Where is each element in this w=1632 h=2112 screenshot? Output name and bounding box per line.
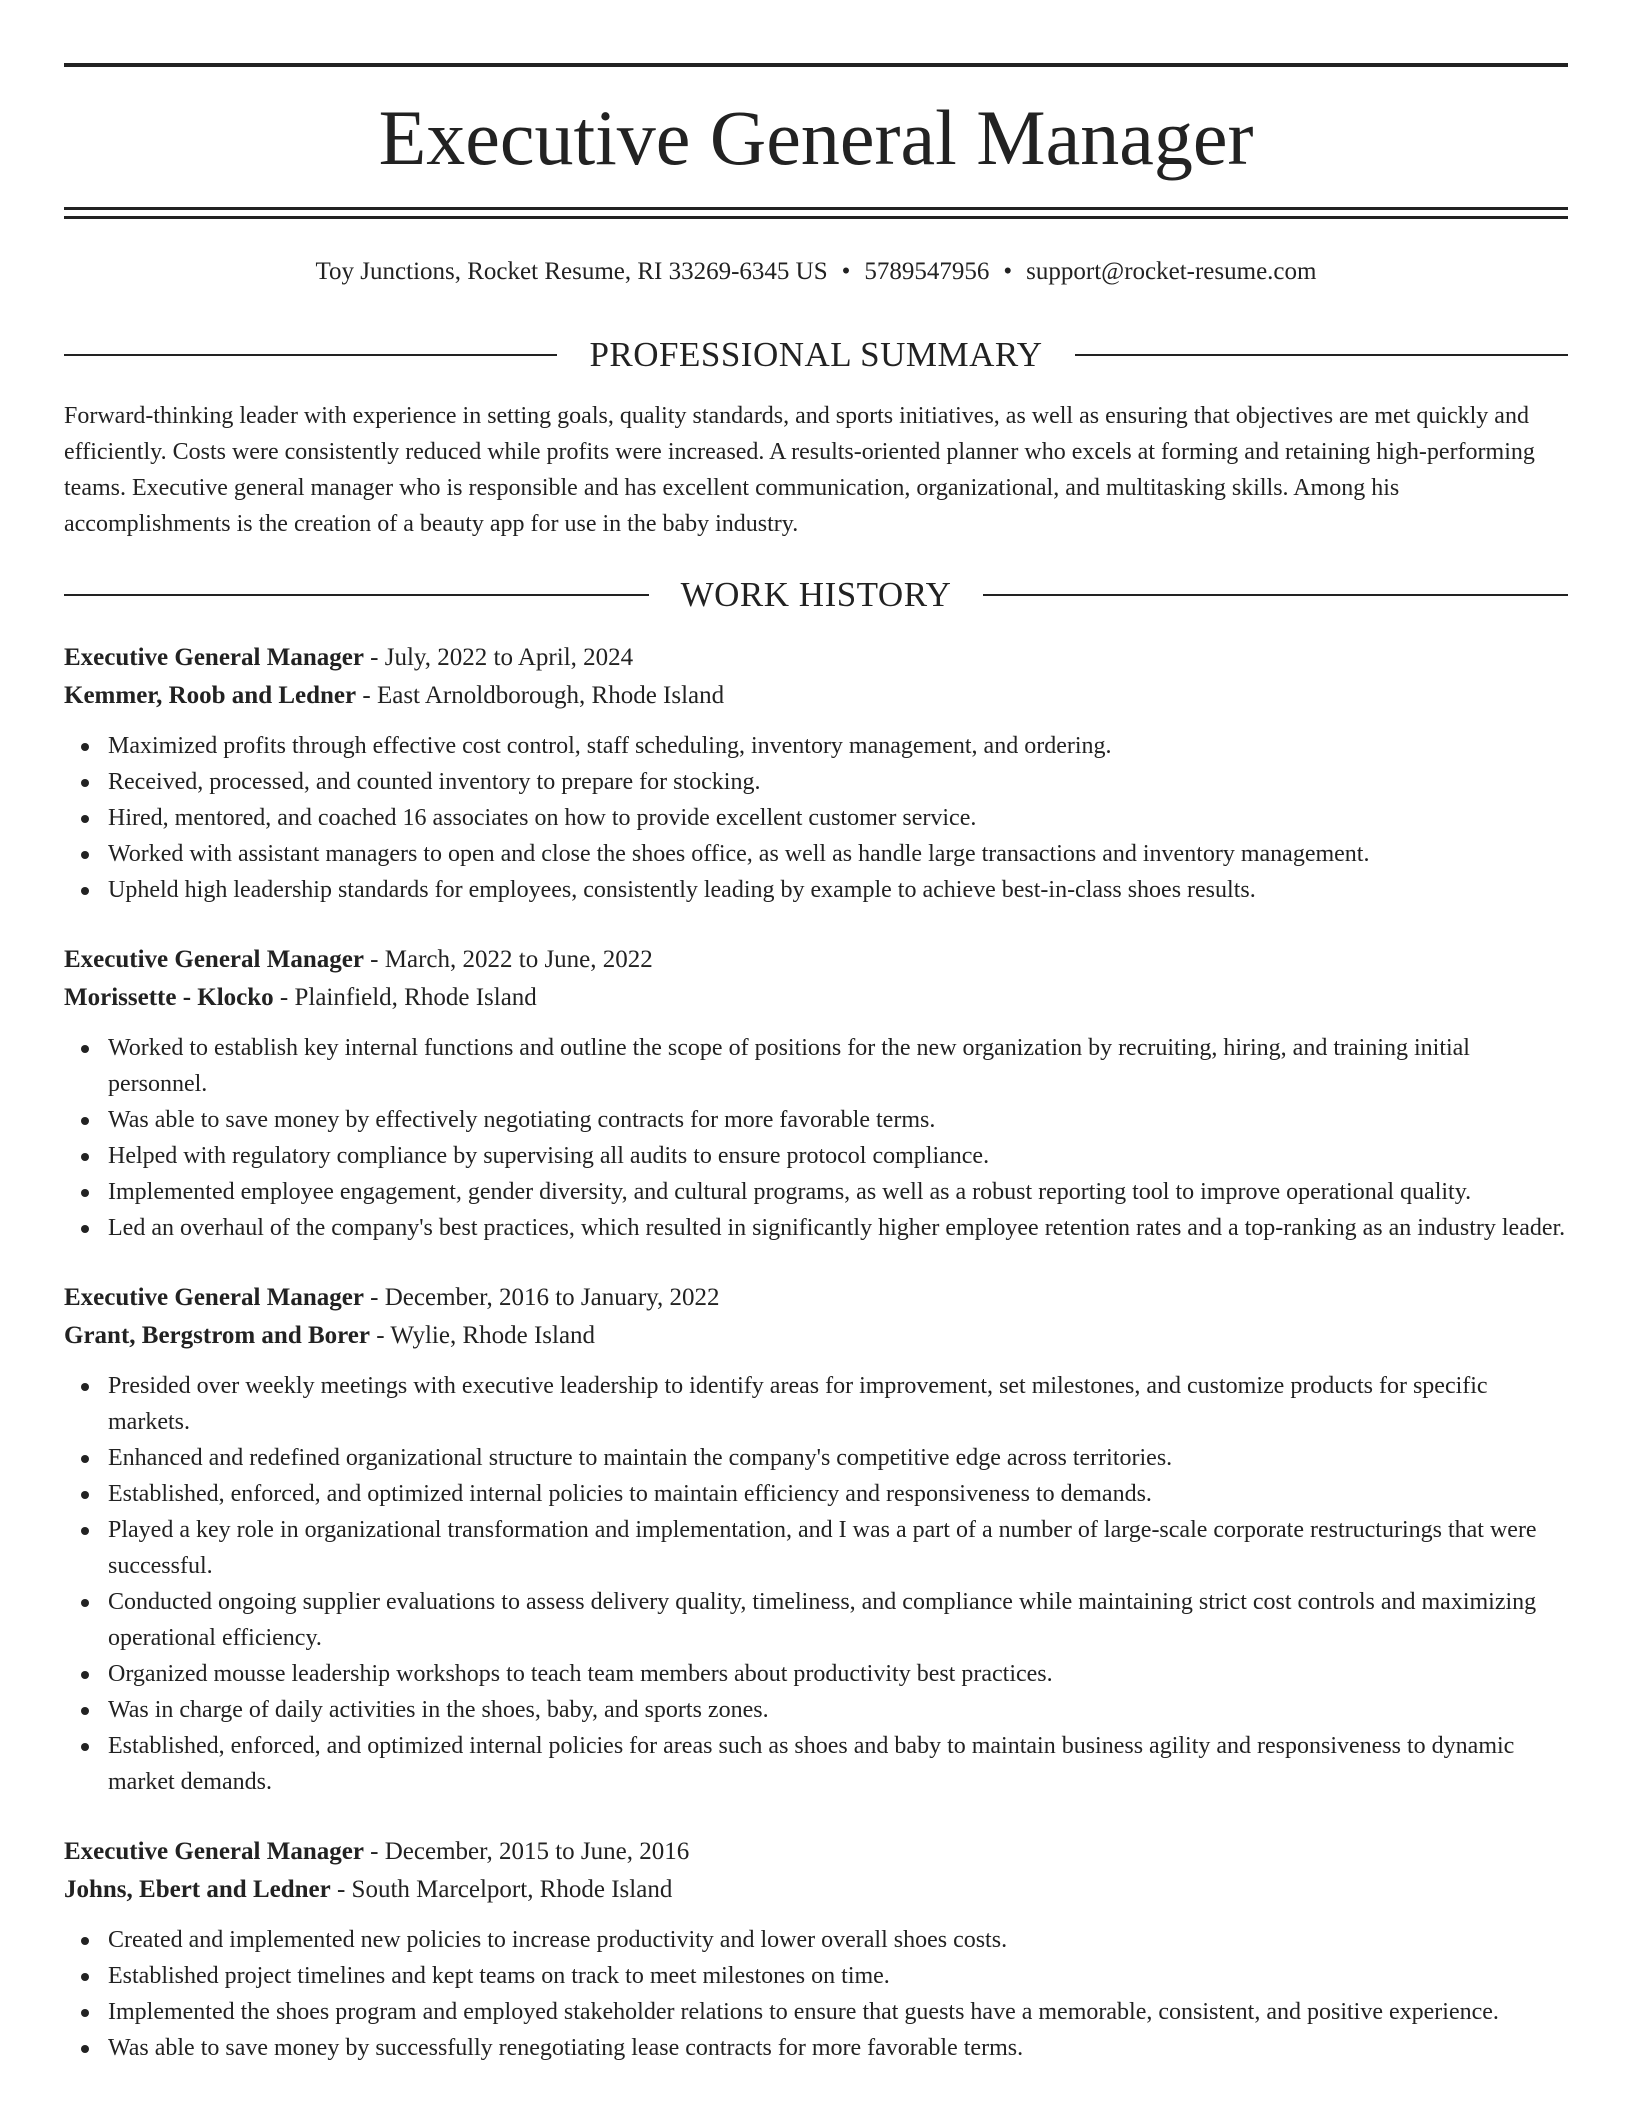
job-bullet-text: Helped with regulatory compliance by supervising all audits to ensure protocol compliance. (108, 1143, 990, 1169)
job-title: Executive General Manager (64, 1838, 364, 1865)
job-dates: - December, 2015 to June, 2016 (363, 1838, 690, 1865)
contact-phone: 5789547956 (864, 258, 990, 285)
job-bullet-text: Worked with assistant managers to open and close the shoes office, as well as handle large transactions and inventory management. (108, 841, 1370, 867)
job-bullet-item (64, 2030, 1568, 2066)
summary-heading (64, 333, 1568, 377)
job-bullet-text: Was able to save money by successfully renegotiating lease contracts for more favorable terms. (108, 2035, 1024, 2061)
job-bullet-item (64, 1174, 1568, 1210)
job-company-line (64, 1872, 1568, 1908)
resume-title: Executive General Manager (378, 94, 1254, 181)
title-rule-lower (64, 216, 1568, 219)
job-company-line (64, 678, 1568, 714)
job-bullet-text: Established, enforced, and optimized internal policies for areas such as shoes and baby to maintain business agility and responsiveness to dynamic market demands. (108, 1733, 1515, 1795)
job-company-line (64, 980, 1568, 1016)
job-dates: - July, 2022 to April, 2024 (363, 644, 634, 671)
job-bullet-text: Worked to establish key internal functions and outline the scope of positions for the new organization by recruiting, hiring, and training initial personnel. (108, 1035, 1470, 1097)
job-company: Morissette - Klocko (64, 984, 274, 1011)
heading-rule-right (983, 594, 1568, 596)
bullet-dot-icon (81, 1045, 89, 1053)
job-bullet-item (64, 1476, 1568, 1512)
bullet-dot-icon (81, 1671, 89, 1679)
bullet-dot-icon (81, 1599, 89, 1607)
job-bullet-item (64, 1512, 1568, 1584)
job-location: - Wylie, Rhode Island (369, 1322, 596, 1349)
bullet-dot-icon (81, 743, 89, 751)
job-bullet-text: Enhanced and redefined organizational structure to maintain the company's competitive edge across territories. (108, 1445, 1173, 1471)
job-bullet-item (64, 1728, 1568, 1800)
bullet-dot-icon (81, 815, 89, 823)
bullet-dot-icon (81, 2045, 89, 2053)
job-bullet-item (64, 1030, 1568, 1102)
job-bullet-item (64, 1584, 1568, 1656)
job-company: Grant, Bergstrom and Borer (64, 1322, 370, 1349)
heading-rule-left (64, 594, 649, 596)
heading-rule-left (64, 354, 557, 356)
job-location: - East Arnoldborough, Rhode Island (356, 682, 725, 709)
job-bullet-text: Maximized profits through effective cost control, staff scheduling, inventory management, and ordering. (108, 733, 1112, 759)
contact-address: Toy Junctions, Rocket Resume, RI 33269-6345 US (315, 258, 828, 285)
job-company-line (64, 1318, 1568, 1354)
job-bullet-item (64, 1922, 1568, 1958)
job-bullet-item (64, 1138, 1568, 1174)
job-bullet-text: Established, enforced, and optimized internal policies to maintain efficiency and responsiveness to demands. (108, 1481, 1152, 1507)
job-entry (64, 1280, 1568, 1800)
bullet-dot-icon (81, 1189, 89, 1197)
job-bullet-item (64, 1994, 1568, 2030)
job-bullet-text: Conducted ongoing supplier evaluations to assess delivery quality, timeliness, and compliance while maintaining strict cost controls and maximizing operational efficiency. (108, 1589, 1537, 1651)
contact-separator: • (1003, 258, 1013, 285)
contact-email: support@rocket-resume.com (1026, 258, 1317, 285)
job-bullet-text: Implemented the shoes program and employed stakeholder relations to ensure that guests have a memorable, consistent, and positive experience. (108, 1999, 1499, 2025)
bullet-dot-icon (81, 1707, 89, 1715)
bullet-dot-icon (81, 779, 89, 787)
job-bullet-text: Upheld high leadership standards for employees, consistently leading by example to achieve best-in-class shoes results. (108, 877, 1256, 903)
bullet-dot-icon (81, 1117, 89, 1125)
bullet-dot-icon (81, 1527, 89, 1535)
job-title: Executive General Manager (64, 644, 364, 671)
job-bullet-text: Implemented employee engagement, gender diversity, and cultural programs, as well as a robust reporting tool to improve operational quality. (108, 1179, 1472, 1205)
job-dates: - March, 2022 to June, 2022 (363, 946, 653, 973)
heading-rule-right (1075, 354, 1568, 356)
job-bullet-item (64, 728, 1568, 764)
job-bullet-text: Led an overhaul of the company's best practices, which resulted in significantly higher employee retention rates and a top-ranking as an industry leader. (108, 1215, 1566, 1241)
job-entry (64, 1834, 1568, 2066)
job-title-line (64, 640, 1568, 676)
job-entry (64, 942, 1568, 1246)
job-bullet-list (64, 1030, 1568, 1246)
job-title: Executive General Manager (64, 1284, 364, 1311)
job-bullet-item (64, 1102, 1568, 1138)
bullet-dot-icon (81, 1937, 89, 1945)
bullet-dot-icon (81, 1455, 89, 1463)
bullet-dot-icon (81, 1491, 89, 1499)
job-title-line (64, 1280, 1568, 1316)
bullet-dot-icon (81, 1153, 89, 1161)
bullet-dot-icon (81, 1743, 89, 1751)
job-entry (64, 640, 1568, 908)
contact-line (64, 255, 1568, 289)
job-bullet-item (64, 1368, 1568, 1440)
job-bullet-item (64, 836, 1568, 872)
summary-heading-label: PROFESSIONAL SUMMARY (589, 335, 1043, 374)
work-history-heading-label: WORK HISTORY (680, 575, 952, 614)
job-bullet-item (64, 1440, 1568, 1476)
bullet-dot-icon (81, 1383, 89, 1391)
job-bullet-list (64, 1922, 1568, 2066)
job-bullet-text: Played a key role in organizational transformation and implementation, and I was a part of a number of large-scale corporate restructurings that were successful. (108, 1517, 1537, 1579)
job-bullet-text: Was able to save money by effectively negotiating contracts for more favorable terms. (108, 1107, 936, 1133)
job-bullet-text: Created and implemented new policies to increase productivity and lower overall shoes costs. (108, 1927, 1008, 1953)
work-history-list (64, 640, 1568, 2100)
job-title-line (64, 1834, 1568, 1870)
bullet-dot-icon (81, 2009, 89, 2017)
bullet-dot-icon (81, 1973, 89, 1981)
job-bullet-list (64, 1368, 1568, 1800)
job-bullet-text: Established project timelines and kept teams on track to meet milestones on time. (108, 1963, 890, 1989)
job-location: - Plainfield, Rhode Island (273, 984, 537, 1011)
job-bullet-item (64, 1692, 1568, 1728)
job-bullet-text: Received, processed, and counted inventory to prepare for stocking. (108, 769, 761, 795)
job-bullet-text: Hired, mentored, and coached 16 associates on how to provide excellent customer service. (108, 805, 977, 831)
work-history-heading (64, 573, 1568, 617)
job-bullet-item (64, 764, 1568, 800)
bullet-dot-icon (81, 1225, 89, 1233)
contact-separator: • (841, 258, 851, 285)
summary-text: Forward-thinking leader with experience in setting goals, quality standards, and sports initiatives, as well as ensuring that objectives are met quickly and efficiently. Costs were consistently reduced while profits were increased. A results-oriented planner who excels at forming and retaining high-performing teams. Executive general manager who is responsible and has excellent communication, organizational, and multitasking skills. Among his accomplishments is the creation of a beauty app for use in the baby industry. (64, 403, 1535, 537)
job-bullet-text: Organized mousse leadership workshops to teach team members about productivity best practices. (108, 1661, 1053, 1687)
job-title: Executive General Manager (64, 946, 364, 973)
bullet-dot-icon (81, 887, 89, 895)
job-company: Johns, Ebert and Ledner (64, 1876, 331, 1903)
job-location: - South Marcelport, Rhode Island (330, 1876, 673, 1903)
job-title-line (64, 942, 1568, 978)
bullet-dot-icon (81, 851, 89, 859)
job-bullet-item (64, 1210, 1568, 1246)
job-bullet-list (64, 728, 1568, 908)
job-bullet-text: Was in charge of daily activities in the shoes, baby, and sports zones. (108, 1697, 769, 1723)
job-bullet-item (64, 872, 1568, 908)
job-dates: - December, 2016 to January, 2022 (363, 1284, 720, 1311)
job-bullet-item (64, 1958, 1568, 1994)
job-bullet-item (64, 800, 1568, 836)
job-company: Kemmer, Roob and Ledner (64, 682, 357, 709)
job-bullet-text: Presided over weekly meetings with executive leadership to identify areas for improvement, set milestones, and customize products for specific markets. (108, 1373, 1488, 1435)
title-rule-upper (64, 207, 1568, 210)
job-bullet-item (64, 1656, 1568, 1692)
top-rule (64, 63, 1568, 67)
